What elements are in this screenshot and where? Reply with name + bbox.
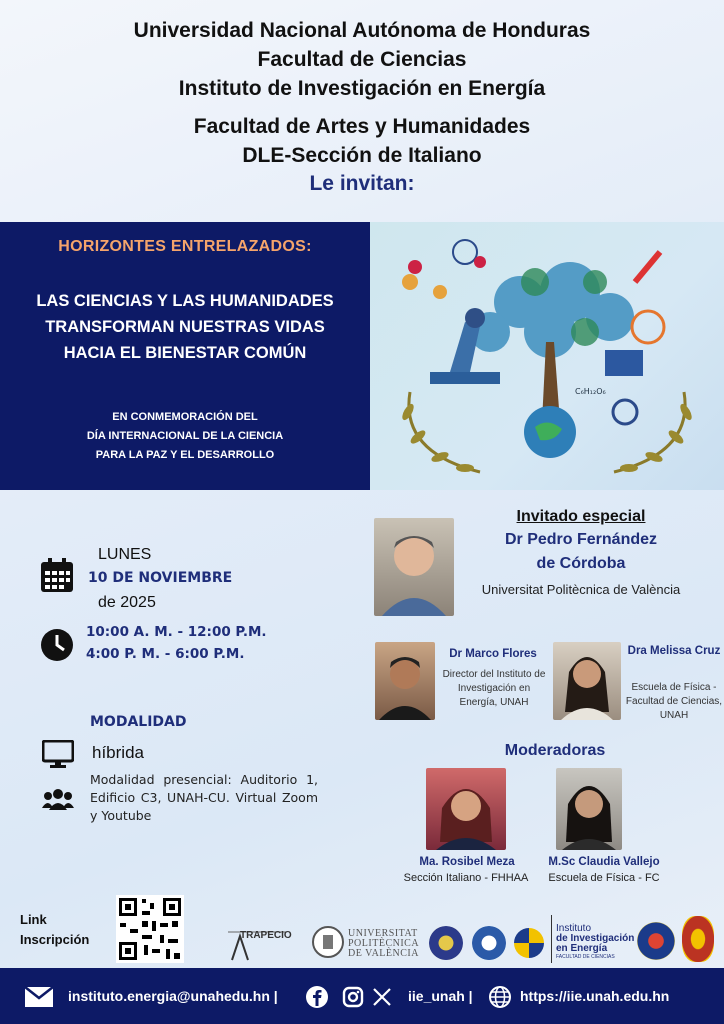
faculty-seal-icon bbox=[429, 926, 463, 960]
subtitle-line-3: HACIA EL BIENESTAR COMÚN bbox=[63, 344, 307, 362]
header-line-2: Facultad de Ciencias bbox=[257, 48, 467, 71]
moderator-photo-claudia bbox=[556, 768, 622, 850]
guest-affiliation: Universitat Politècnica de València bbox=[481, 582, 681, 597]
upv-line-1: UNIVERSITAT bbox=[348, 928, 418, 939]
invite-text: Le invitan: bbox=[309, 172, 415, 195]
upv-line-2: POLITÈCNICA bbox=[348, 938, 420, 949]
upv-line-3: DE VALÈNCIA bbox=[348, 948, 419, 959]
moderators-heading: Moderadoras bbox=[504, 742, 606, 759]
speaker-name-melissa: Dra Melissa Cruz bbox=[627, 645, 721, 657]
unah-seal-icon bbox=[637, 922, 675, 960]
event-subtitle bbox=[0, 288, 370, 366]
guest-photo bbox=[374, 518, 454, 616]
commemoration-line-2: DÍA INTERNACIONAL DE LA CIENCIA bbox=[86, 430, 284, 442]
speaker-aff-marco: Director del Instituto de Investigación en Energía, UNAH bbox=[442, 669, 546, 708]
iie-line-2: de Investigación bbox=[556, 933, 635, 944]
event-time-2: 4:00 P. M. - 6:00 P.M. bbox=[86, 646, 245, 662]
title-band bbox=[0, 222, 370, 490]
moderator-aff-claudia: Escuela de Física - FC bbox=[548, 872, 660, 884]
registration-label-2: Inscripción bbox=[20, 932, 90, 947]
moderator-aff-rosibel: Sección Italiano - FHHAA bbox=[403, 872, 529, 884]
iie-line-3: en Energía bbox=[556, 943, 608, 954]
calendar-icon bbox=[40, 557, 74, 593]
event-time-1: 10:00 A. M. - 12:00 P.M. bbox=[86, 624, 267, 640]
group-icon bbox=[42, 788, 74, 810]
modality-value: híbrida bbox=[92, 743, 144, 762]
physics-logo-icon bbox=[514, 928, 544, 958]
trapecio-text: TRAPECIO bbox=[240, 930, 292, 941]
commemoration-line-3: PARA LA PAZ Y EL DESARROLLO bbox=[95, 449, 275, 461]
instagram-icon[interactable] bbox=[342, 986, 364, 1008]
svg-text:C₆H₁₂O₆: C₆H₁₂O₆ bbox=[575, 387, 606, 396]
registration-label-1: Link bbox=[20, 912, 47, 927]
facebook-icon[interactable] bbox=[306, 986, 328, 1008]
iie-logo-text bbox=[556, 924, 634, 961]
footer bbox=[0, 968, 724, 1024]
upv-logo-text bbox=[348, 929, 419, 959]
upv-seal-icon bbox=[312, 926, 344, 958]
registration-qr-code[interactable] bbox=[116, 895, 184, 963]
speaker-photo-melissa bbox=[553, 642, 621, 720]
tree-illustration bbox=[370, 222, 724, 490]
iie-line-1: Instituto bbox=[556, 923, 592, 934]
trapecio-logo bbox=[222, 912, 292, 962]
commemoration bbox=[0, 408, 370, 465]
clock-icon bbox=[40, 628, 74, 662]
footer-website[interactable]: https://iie.unah.edu.hn bbox=[520, 988, 670, 1004]
subtitle-line-2: TRANSFORMAN NUESTRAS VIDAS bbox=[45, 318, 325, 336]
commemoration-line-1: EN CONMEMORACIÓN DEL bbox=[112, 411, 258, 423]
header-line-3: Instituto de Investigación en Energía bbox=[178, 77, 546, 100]
iie-line-4: FACULTAD DE CIENCIAS bbox=[556, 954, 615, 960]
footer-email[interactable]: instituto.energia@unahedu.hn | bbox=[68, 988, 278, 1004]
speaker-name-marco: Dr Marco Flores bbox=[449, 648, 537, 660]
shield-logo-icon bbox=[682, 916, 714, 962]
header-line-1: Universidad Nacional Autónoma de Honduras bbox=[133, 19, 591, 42]
guest-heading: Invitado especial bbox=[516, 508, 646, 525]
moderator-name-rosibel: Ma. Rosibel Meza bbox=[419, 856, 515, 868]
header bbox=[0, 0, 724, 222]
subtitle-line-1: LAS CIENCIAS Y LAS HUMANIDADES bbox=[36, 292, 334, 310]
modality-detail: Modalidad presencial: Auditorio 1, Edificio C3, UNAH-CU. Virtual Zoom y Youtube bbox=[90, 772, 318, 823]
modality-label: MODALIDAD bbox=[90, 714, 187, 730]
x-twitter-icon[interactable] bbox=[372, 987, 392, 1007]
event-title: HORIZONTES ENTRELAZADOS: bbox=[58, 238, 312, 255]
mail-icon bbox=[24, 986, 54, 1008]
guest-name-1: Dr Pedro Fernández bbox=[504, 531, 658, 548]
moderator-name-claudia: M.Sc Claudia Vallejo bbox=[548, 856, 660, 868]
moderator-photo-rosibel bbox=[426, 768, 506, 850]
speaker-aff-melissa: Escuela de Física - Facultad de Ciencias, UNAH bbox=[625, 682, 723, 721]
speaker-photo-marco bbox=[375, 642, 435, 720]
science-seal-icon bbox=[472, 926, 506, 960]
header-line-4: Facultad de Artes y Humanidades bbox=[193, 115, 531, 138]
event-year: de 2025 bbox=[98, 594, 156, 611]
event-day: LUNES bbox=[98, 546, 152, 563]
footer-social-handle[interactable]: iie_unah | bbox=[408, 988, 473, 1004]
monitor-icon bbox=[42, 740, 74, 768]
header-line-5: DLE-Sección de Italiano bbox=[242, 144, 482, 167]
globe-icon bbox=[488, 985, 512, 1009]
guest-name-2: de Córdoba bbox=[536, 555, 626, 572]
event-date: 10 DE NOVIEMBRE bbox=[88, 570, 233, 586]
logo-divider bbox=[551, 915, 552, 963]
science-illustration bbox=[370, 222, 724, 490]
